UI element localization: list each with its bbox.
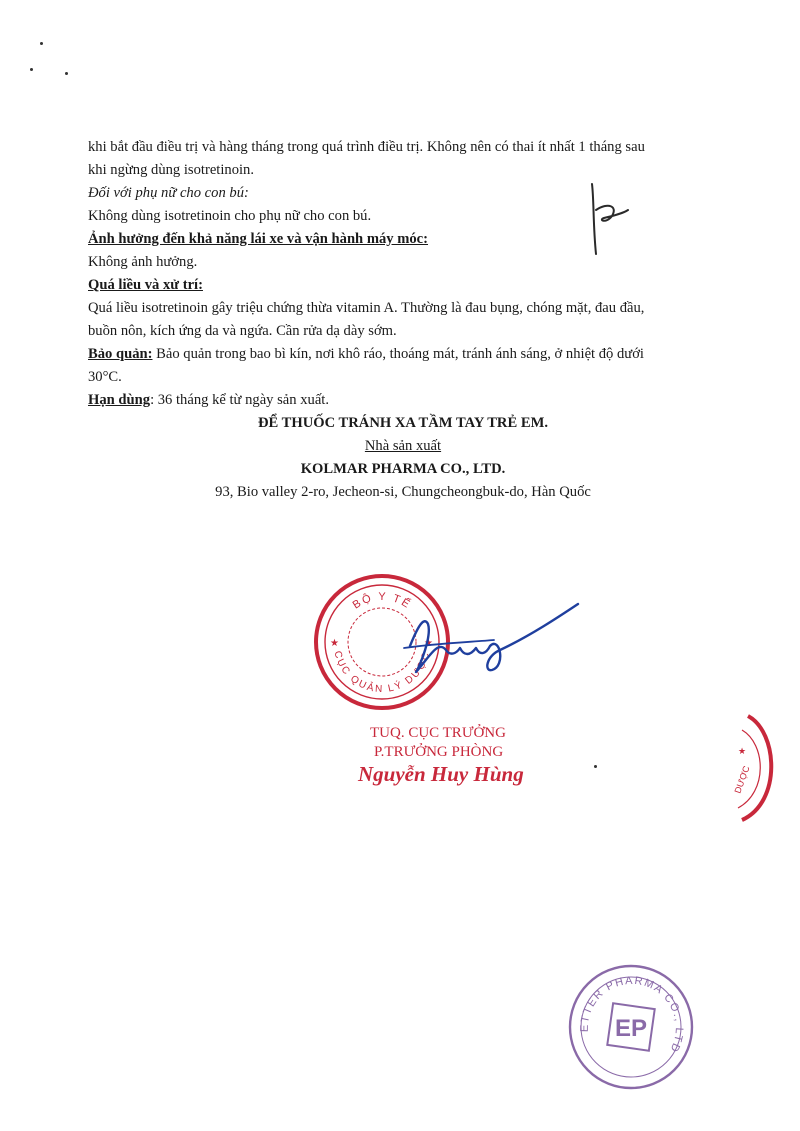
approval-line-1: TUQ. CỤC TRƯỞNG xyxy=(370,725,506,741)
storage-text: Bảo quản trong bao bì kín, nơi khô ráo, thoáng mát, tránh ánh sáng, ở nhiệt độ dưới xyxy=(152,346,644,362)
driving-heading: Ảnh hưởng đến khả năng lái xe và vận hành máy móc: xyxy=(88,231,429,247)
nursing-text: Không dùng isotretinoin cho phụ nữ cho con bú. xyxy=(88,208,372,224)
nursing-heading: Đối với phụ nữ cho con bú: xyxy=(88,185,249,201)
overdose-heading: Quá liều và xử trí: xyxy=(88,277,203,293)
storage-paragraph xyxy=(88,343,718,366)
partial-seal-text: DƯỢC xyxy=(732,764,752,795)
company-seal-ring-text: ETTER PHARMA CO., LTD xyxy=(578,974,685,1055)
manufacturer-name: KOLMAR PHARMA CO., LTD. xyxy=(300,461,506,477)
body-line: khi ngừng dùng isotretinoin. xyxy=(88,162,255,178)
svg-text:★: ★ xyxy=(738,746,747,756)
seal-text-top: BỘ Y TẾ xyxy=(350,590,414,612)
expiry-paragraph xyxy=(88,389,718,412)
scan-speck xyxy=(65,72,68,75)
svg-text:★: ★ xyxy=(424,638,433,649)
approval-line-2: P.TRƯỞNG PHÒNG xyxy=(374,744,504,760)
driving-text: Không ảnh hưởng. xyxy=(88,254,198,270)
body-line: khi bắt đầu điều trị và hàng tháng trong quá trình điều trị. Không nên có thai ít nhất 1 tháng sau xyxy=(88,139,645,155)
storage-text-cont: 30°C. xyxy=(88,369,122,385)
initial-mark xyxy=(578,180,638,260)
storage-label: Bảo quản: xyxy=(88,346,153,362)
expiry-label: Hạn dùng xyxy=(88,392,151,408)
company-seal xyxy=(566,962,696,1092)
manufacturer-address: 93, Bio valley 2-ro, Jecheon-si, Chungcheongbuk-do, Hàn Quốc xyxy=(215,484,591,500)
child-warning: ĐỂ THUỐC TRÁNH XA TẦM TAY TRẺ EM. xyxy=(257,415,549,431)
partial-seal-right xyxy=(728,712,800,822)
overdose-text: buồn nôn, kích ứng da và ngứa. Cần rửa dạ dày sớm. xyxy=(88,323,397,339)
scan-speck xyxy=(30,68,33,71)
scan-speck xyxy=(40,42,43,45)
svg-text:★: ★ xyxy=(330,638,339,649)
overdose-text: Quá liều isotretinoin gây triệu chứng thừa vitamin A. Thường là đau bụng, chóng mặt, đau đầu, xyxy=(88,300,645,316)
scan-speck xyxy=(594,765,597,768)
manufacturer-label: Nhà sản xuất xyxy=(364,438,442,454)
signer-name: Nguyễn Huy Hùng xyxy=(358,762,524,786)
expiry-text: : 36 tháng kể từ ngày sản xuất. xyxy=(150,392,330,408)
company-seal-logo: EP xyxy=(614,1015,648,1042)
signature xyxy=(390,596,590,686)
seal-text-bottom: CỤC QUẢN LÝ DƯỢC xyxy=(331,649,433,696)
